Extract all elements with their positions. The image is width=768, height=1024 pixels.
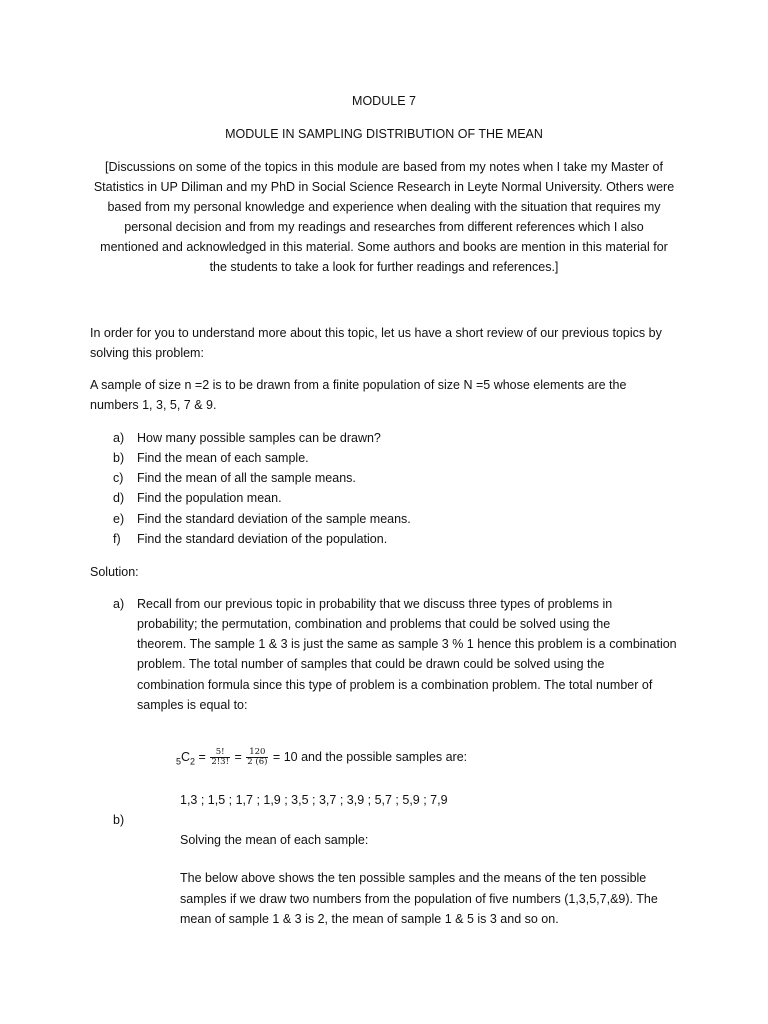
answer-line: samples is equal to: xyxy=(137,698,248,712)
disclaimer-line: personal decision and from my readings and researches from different references which I also xyxy=(124,220,644,234)
answer-line: combination formula since this type of problem is a combination problem. The total number of xyxy=(137,678,653,692)
question-label: f) xyxy=(113,532,121,546)
question-label: c) xyxy=(113,471,124,485)
answer-line: Recall from our previous topic in probability that we discuss three types of problems in xyxy=(137,597,613,611)
answer-line: The below above shows the ten possible samples and the means of the ten possible xyxy=(180,871,647,885)
answer-label: b) xyxy=(113,813,125,827)
module-title: MODULE 7 xyxy=(352,94,416,108)
solution-heading: Solution: xyxy=(90,565,139,579)
disclaimer-line: [Discussions on some of the topics in this module are based from my notes when I take my Master of xyxy=(105,160,663,174)
answer-label: a) xyxy=(113,597,125,611)
answer-line: samples if we draw two numbers from the population of five numbers (1,3,5,7,&9). The xyxy=(180,892,658,906)
disclaimer-line: mentioned and acknowledged in this material. Some authors and books are mention in this material for xyxy=(100,240,668,254)
question-label: a) xyxy=(113,431,125,445)
fraction-denominator: 2!3! xyxy=(211,757,229,767)
answer-line: probability; the permutation, combination and problems that could be solved using the xyxy=(137,617,611,631)
question-label: e) xyxy=(113,512,125,526)
formula-post-subscript: 2 xyxy=(190,756,196,767)
answer-line: theorem. The sample 1 & 3 is just the same as sample 3 % 1 hence this problem is a combination xyxy=(137,637,677,651)
formula-symbol: C xyxy=(181,749,191,764)
disclaimer-line: the students to take a look for further readings and references.] xyxy=(209,260,559,274)
question-text: Find the standard deviation of the population. xyxy=(137,532,388,546)
answer-line: problem. The total number of samples that could be drawn could be solved using the xyxy=(137,657,605,671)
problem-line: A sample of size n =2 is to be drawn from a finite population of size N =5 whose elements are the xyxy=(90,378,627,392)
fraction-numerator: 5! xyxy=(210,748,230,758)
disclaimer-line: Statistics in UP Diliman and my PhD in Social Science Research in Leyte Normal University. Others were xyxy=(93,180,675,194)
question-text: Find the population mean. xyxy=(137,491,282,505)
disclaimer-line: based from my personal knowledge and experience when dealing with the situation that requires my xyxy=(107,200,661,214)
answer-heading: Solving the mean of each sample: xyxy=(180,833,369,847)
formula-equals: = xyxy=(234,749,242,764)
formula-fraction-value xyxy=(246,748,268,767)
formula-pre-subscript: 5 xyxy=(176,756,182,767)
question-text: Find the mean of all the sample means. xyxy=(137,471,356,485)
problem-line: numbers 1, 3, 5, 7 & 9. xyxy=(90,398,217,412)
combination-formula xyxy=(176,748,467,767)
question-label: b) xyxy=(113,451,125,465)
question-text: Find the mean of each sample. xyxy=(137,451,309,465)
answer-line: mean of sample 1 & 3 is 2, the mean of sample 1 & 5 is 3 and so on. xyxy=(180,912,559,926)
fraction-numerator: 120 xyxy=(246,748,268,758)
samples-list: 1,3 ; 1,5 ; 1,7 ; 1,9 ; 3,5 ; 3,7 ; 3,9 ; 5,7 ; 5,9 ; 7,9 xyxy=(180,793,448,807)
formula-fraction-factorial xyxy=(210,748,230,767)
question-label: d) xyxy=(113,491,125,505)
formula-equals: = xyxy=(198,749,206,764)
formula-result-text: = 10 and the possible samples are: xyxy=(272,749,468,764)
fraction-denominator: 2 (6) xyxy=(247,757,268,767)
intro-line: solving this problem: xyxy=(90,346,204,360)
question-text: Find the standard deviation of the sample means. xyxy=(137,512,411,526)
intro-line: In order for you to understand more about this topic, let us have a short review of our previous topics by xyxy=(90,326,662,340)
question-text: How many possible samples can be drawn? xyxy=(137,431,381,445)
module-subtitle: MODULE IN SAMPLING DISTRIBUTION OF THE MEAN xyxy=(225,127,543,141)
